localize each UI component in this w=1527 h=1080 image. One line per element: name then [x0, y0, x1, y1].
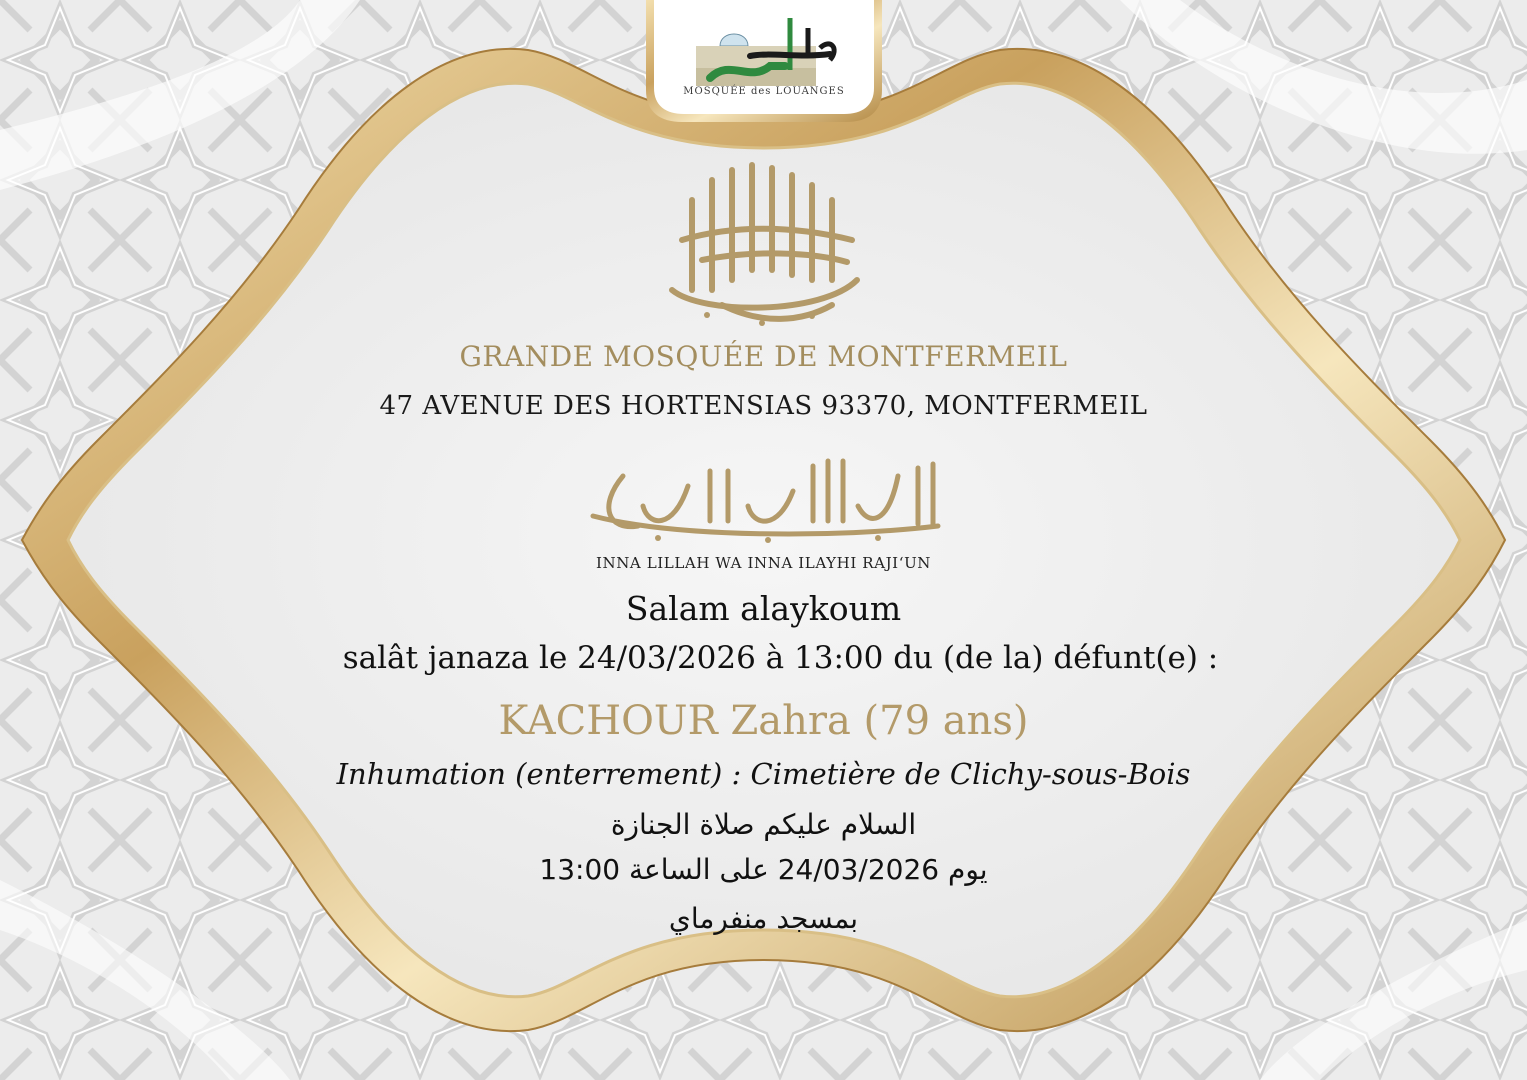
greeting: Salam alaykoum: [625, 589, 902, 628]
burial-info: Inhumation (enterrement) : Cimetière de Clichy-sous-Bois: [336, 757, 1191, 791]
inna-lillah-calligraphy-icon: [578, 446, 948, 546]
deceased-name: KACHOUR Zahra (79 ans): [498, 698, 1029, 744]
condolence-transliteration: INNA LILLAH WA INNA ILAYHI RAJI‘UN: [595, 554, 932, 572]
mosque-logo: [690, 8, 840, 88]
arabic-date-time: يوم 24/03/2026 على الساعة 13:00: [539, 853, 988, 886]
basmala-calligraphy-icon: [612, 140, 912, 330]
mosque-address: 47 AVENUE DES HORTENSIAS 93370, MONTFERMEIL: [379, 391, 1148, 421]
logo-text: MOSQUÉE des LOUANGES: [683, 86, 845, 97]
arabic-location: بمسجد منفرماي: [668, 902, 859, 935]
arabic-greeting: السلام عليكم صلاة الجنازة: [610, 808, 917, 841]
mosque-name: GRANDE MOSQUÉE DE MONTFERMEIL: [459, 340, 1068, 373]
janaza-announcement: salât janaza le 24/03/2026 à 13:00 du (de la) défunt(e) :: [342, 640, 1219, 676]
